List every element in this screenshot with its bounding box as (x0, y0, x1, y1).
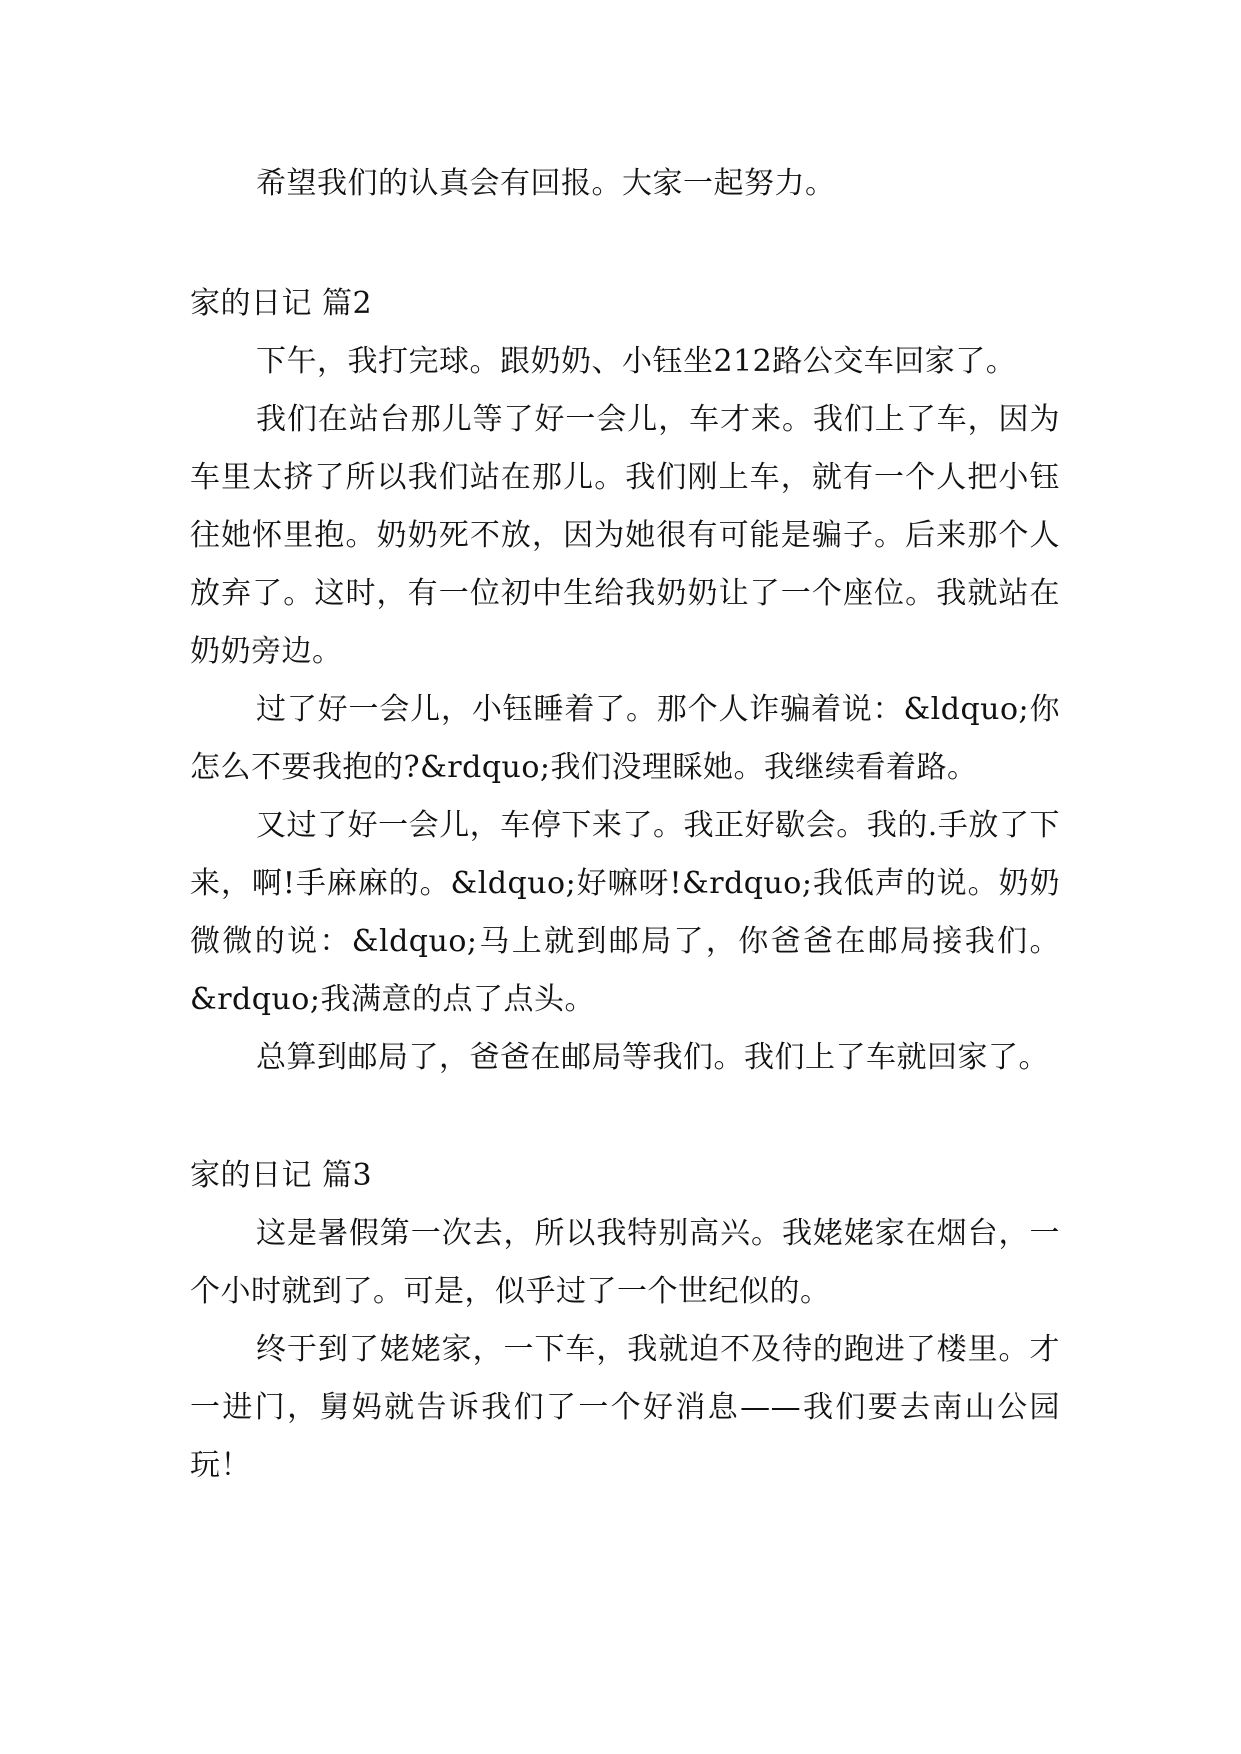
intro-paragraph: 希望我们的认真会有回报。大家一起努力。 (256, 166, 836, 201)
section2-paragraph-5: 总算到邮局了，爸爸在邮局等我们。我们上了车就回家了。 (256, 1040, 1049, 1075)
section3-paragraph-2: 终于到了姥姥家，一下车，我就迫不及待的跑进了楼里。才一进门，舅妈就告诉我们了一个好消息——我们要去南山公园玩！ (190, 1332, 1060, 1483)
section2-paragraph-3: 过了好一会儿，小钰睡着了。那个人诈骗着说：&ldquo;你怎么不要我抱的?&rdquo;我们没理睬她。我继续看着路。 (190, 692, 1060, 785)
section-spacer (190, 213, 1060, 275)
section2-paragraph-1: 下午，我打完球。跟奶奶、小钰坐212路公交车回家了。 (256, 344, 1017, 379)
section3-paragraph-1: 这是暑假第一次去，所以我特别高兴。我姥姥家在烟台，一个小时就到了。可是，似乎过了一个世纪似的。 (190, 1216, 1060, 1309)
section2-paragraph-2: 我们在站台那儿等了好一会儿，车才来。我们上了车，因为车里太挤了所以我们站在那儿。我们刚上车，就有一个人把小钰往她怀里抱。奶奶死不放，因为她很有可能是骗子。后来那个人放弃了。这时，有一位初中生给我奶奶让了一个座位。我就站在奶奶旁边。 (190, 402, 1060, 669)
section-heading-2: 家的日记 篇2 (190, 286, 373, 321)
section-spacer (190, 1087, 1060, 1147)
section-heading-3: 家的日记 篇3 (190, 1158, 373, 1193)
document-body (190, 155, 1060, 1495)
section2-paragraph-4: 又过了好一会儿，车停下来了。我正好歇会。我的.手放了下来，啊!手麻麻的。&ldquo;好嘛呀!&rdquo;我低声的说。奶奶微微的说：&ldquo;马上就到邮局了，你爸爸在邮局接我们。&rdquo;我满意的点了点头。 (190, 808, 1060, 1017)
